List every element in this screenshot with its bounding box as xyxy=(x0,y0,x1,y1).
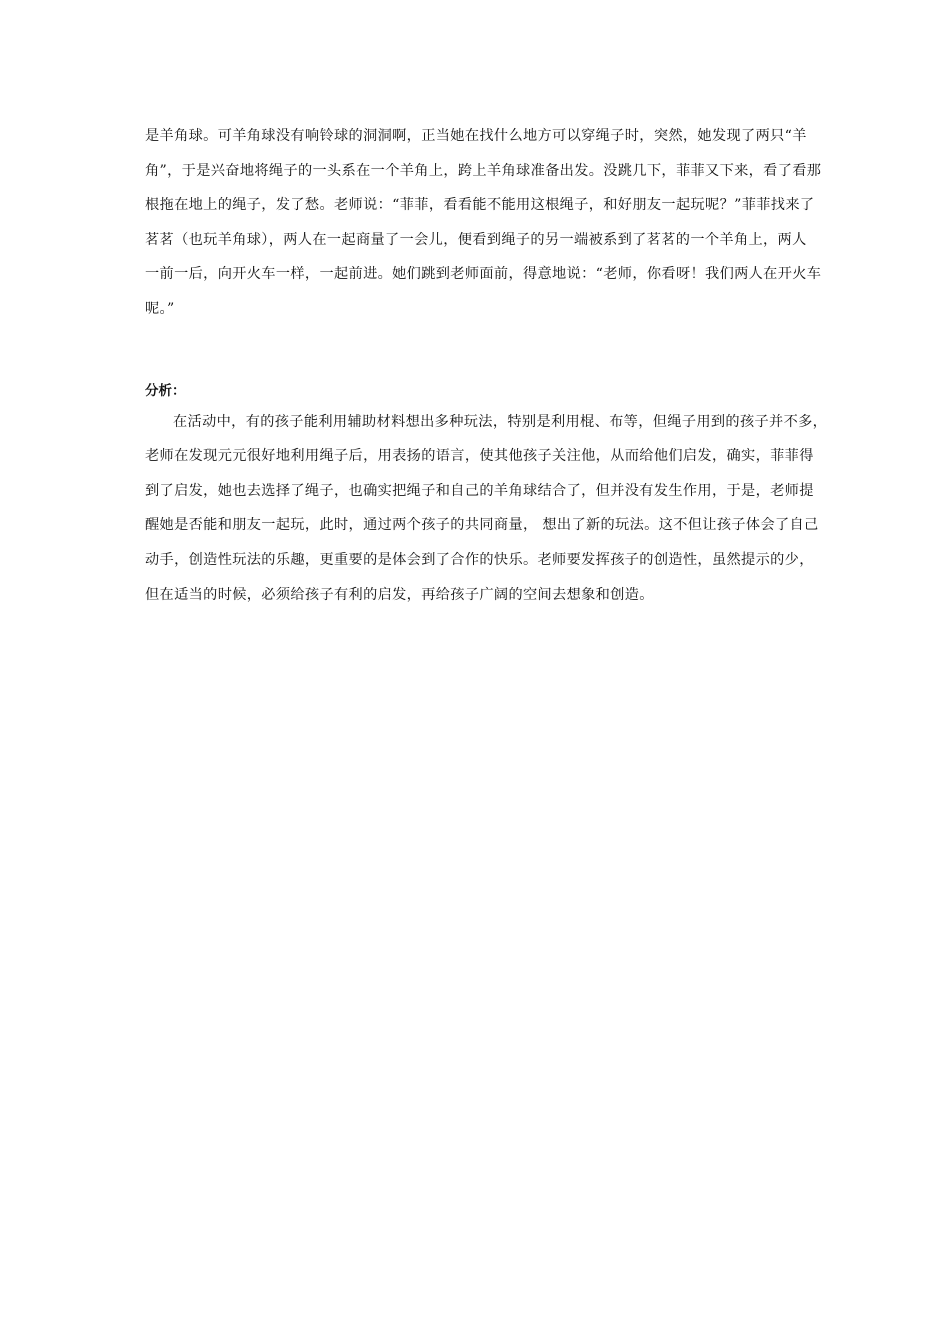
text-line: 醒她是否能和朋友一起玩，此时，通过两个孩子的共同商量， 想出了新的玩法。这不但让孩子体会了自己 xyxy=(145,517,819,534)
text-line: 茗茗（也玩羊角球），两人在一起商量了一会儿，便看到绳子的另一端被系到了茗茗的一个羊角上，两人 xyxy=(145,231,807,248)
text-line: 根拖在地上的绳子，发了愁。老师说：“菲菲，看看能不能用这根绳子，和好朋友一起玩呢？”菲菲找来了 xyxy=(145,197,815,214)
document-body xyxy=(145,119,828,612)
text-line: 但在适当的时候，必须给孩子有利的启发，再给孩子广阔的空间去想象和创造。 xyxy=(145,586,654,603)
analysis-paragraph xyxy=(145,405,828,613)
paragraph-gap xyxy=(145,327,810,377)
analysis-heading: 分析： xyxy=(145,382,186,399)
text-line: 动手，创造性玩法的乐趣，更重要的是体会到了合作的快乐。老师要发挥孩子的创造性，虽然提示的少， xyxy=(145,551,814,568)
text-line: 到了启发，她也去选择了绳子，也确实把绳子和自己的羊角球结合了，但并没有发生作用，于是，老师提 xyxy=(145,482,814,499)
text-line: 在活动中，有的孩子能利用辅助材料想出多种玩法，特别是利用棍、布等，但绳子用到的孩子并不多， xyxy=(173,413,828,430)
text-line: 角”，于是兴奋地将绳子的一头系在一个羊角上，跨上羊角球准备出发。没跳几下，菲菲又下来，看了看那 xyxy=(145,162,822,179)
text-line: 呢。” xyxy=(145,300,175,317)
text-line: 老师在发现元元很好地利用绳子后，用表扬的语言，使其他孩子关注他，从而给他们启发，确实，菲菲得 xyxy=(145,448,814,465)
text-line: 是羊角球。可羊角球没有响铃球的洞洞啊，正当她在找什么地方可以穿绳子时，突然，她发现了两只“羊 xyxy=(145,128,807,144)
story-paragraph xyxy=(145,119,822,327)
text-line: 一前一后，向开火车一样，一起前进。她们跳到老师面前，得意地说：“老师，你看呀！我们两人在开火车 xyxy=(145,266,822,283)
